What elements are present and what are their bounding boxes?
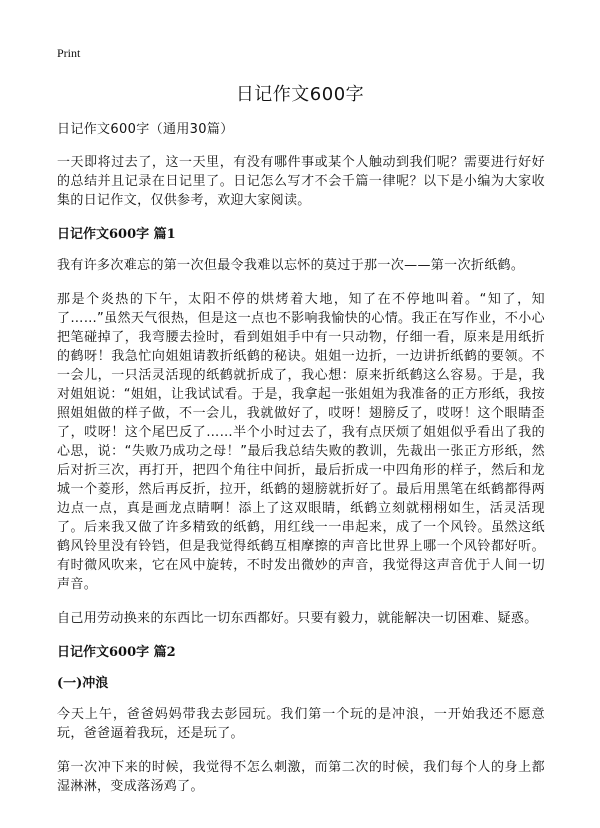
section-heading-1: 日记作文600字 篇1 [57, 227, 176, 242]
page-title: 日记作文600字 [235, 84, 365, 105]
section1-paragraph-2: 那是个炎热的下午，太阳不停的烘烤着大地，知了在不停地叫着。“知了，知了……”虽然天气很热，但是这一点也不影响我愉快的心情。我正在写作业，不小心把笔碰掉了，我弯腰去捡时，看到姐姐手中有一只动物，仔细一看，原来是用纸折的鹤呀！我急忙向姐姐请教折纸鹤的秘诀。姐姐一边折，一边讲折纸鹤的要领。不一会儿，一只活灵活现的纸鹤就折成了，我心想：原来折纸鹤这么容易。于是，我对姐姐说：“姐姐，让我试试看。于是，我拿起一张姐姐为我准备的正方形纸，我按照姐姐做的样子做，不一会儿，我就做好了，哎呀！翅膀反了，哎呀！这个眼睛歪了，哎呀！这个尾巴反了……半个小时过去了，我有点厌烦了姐姐似乎看出了我的心思，说：“失败乃成功之母！”最后我总结失败的教训，先裁出一张正方形纸，然后对折三次，再打开，把四个角往中间折，最后折成一中四角形的样子，然后和龙城一个菱形，然后再反折，拉开，纸鹤的翅膀就折好了。最后用黑笔在纸鹤都得两边点一点，真是画龙点睛啊！添上了这双眼睛，纸鹤立刻就栩栩如生，活灵活现了。后来我又做了许多精致的纸鹤，用红线一一串起来，成了一个风铃。虽然这纸鹤风铃里没有铃铛，但是我觉得纸鹤互相摩擦的声音比世界上哪一个风铃都好听。有时微风吹来，它在风中旋转，不时发出微妙的声音，我觉得这声音优于人间一切声音。 [57, 292, 545, 592]
section2-paragraph-2: 第一次冲下来的时候，我觉得不怎么刺激，而第二次的时候，我们每个人的身上都湿淋淋，变成落汤鸡了。 [57, 760, 545, 794]
document-subtitle: 日记作文600字（通用30篇） [57, 122, 234, 137]
section2-subheading: (一)冲浪 [57, 676, 109, 691]
section-heading-2: 日记作文600字 篇2 [57, 645, 176, 660]
intro-paragraph: 一天即将过去了，这一天里，有没有哪件事或某个人触动到我们呢？需要进行好好的总结并且记录在日记里了。日记怎么写才不会千篇一律呢？以下是小编为大家收集的日记作文，仅供参考，欢迎大家阅读。 [57, 155, 545, 208]
section1-paragraph-3: 自己用劳动换来的东西比一切东西都好。只要有毅力，就能解决一切困难、疑惑。 [57, 611, 538, 626]
section2-paragraph-1: 今天上午，爸爸妈妈带我去彭园玩。我们第一个玩的是冲浪，一开始我还不愿意玩，爸爸逼着我玩，还是玩了。 [57, 707, 545, 741]
section1-paragraph-1: 我有许多次难忘的第一次但最令我难以忘怀的莫过于那一次——第一次折纸鹤。 [57, 258, 525, 273]
print-link[interactable]: Print [57, 46, 81, 60]
document-body [57, 120, 545, 811]
